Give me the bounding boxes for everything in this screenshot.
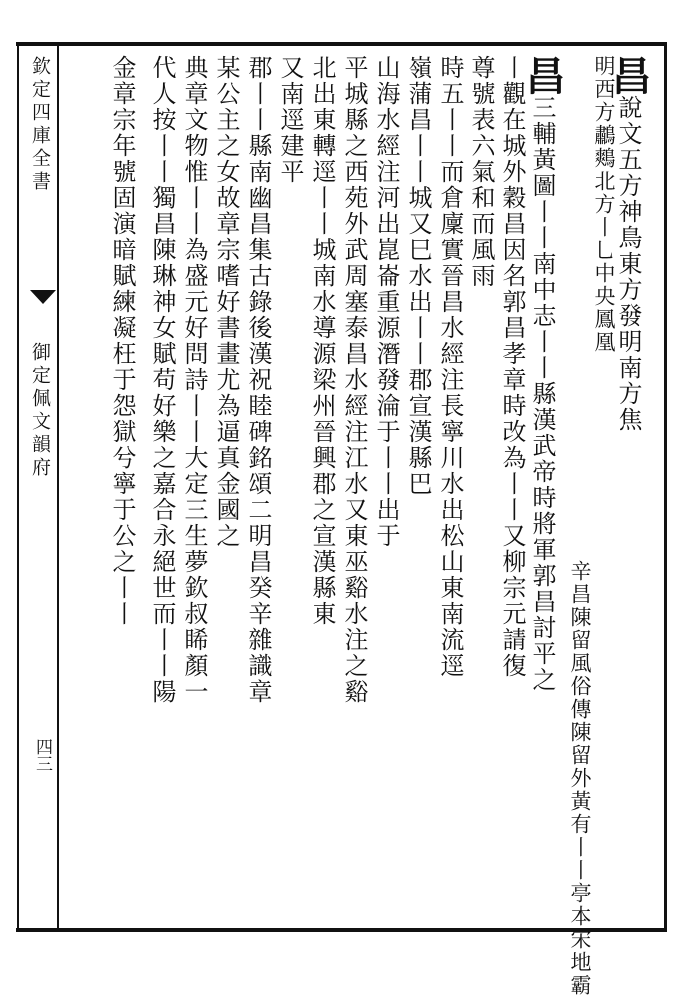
folio-number: 四三 (32, 738, 52, 772)
column-text: 明西方鷫鷞北方丨乚中央鳳凰 (592, 55, 616, 354)
column-text: 辛昌陳留風俗傳陳留外黃有丨丨亭本宋地霸 (568, 560, 592, 997)
column-text: 又南逕建平 (276, 55, 304, 185)
column-text: 山海水經注河出崑崙重源潛發淪于丨丨出于 (372, 55, 400, 549)
column-text: 平城縣之西苑外武周塞泰昌水經注江水又東巫谿水注之谿 (340, 55, 368, 705)
column-text: 金章宗年號固演暗賦練凝枉于怨獄兮寧于公之丨丨 (108, 55, 136, 627)
column-text: 尊號表六氣和而風雨 (467, 55, 495, 289)
column-head: 昌 (605, 55, 652, 95)
right-border (664, 42, 667, 932)
column-text: 代人按丨丨獨昌陳琳神女賦苟好樂之嘉合永絕世而丨丨陽 (148, 55, 176, 705)
column-head: 昌 (519, 55, 566, 95)
page-margin (24, 50, 52, 940)
column-text: 三輔黃圖丨丨南中志丨丨縣漢武帝時將軍郭昌討平之 (528, 95, 556, 693)
column-text: 時五丨丨而倉廩實晉昌水經注長寧川水出松山東南流逕 (436, 55, 464, 679)
text-column (558, 560, 602, 997)
column-text: 丨觀在城外穀昌因名郭昌孝章時改為丨丨又柳宗元請復 (498, 55, 526, 679)
column-text: 嶺蒲昌丨丨城又巳水出丨丨郡宣漢縣巴 (404, 55, 432, 497)
column-text: 典章文物惟丨丨為盛元好問詩丨丨大定三生夢欽叔睎顏一 (180, 55, 208, 705)
column-text: 北出東轉逕丨丨城南水導源梁州晉興郡之宣漢縣東 (308, 55, 336, 627)
column-text: 某公主之女故章宗嗜好書畫尤為逼真金國之 (212, 55, 240, 549)
top-border (16, 42, 666, 46)
margin-divider (57, 42, 59, 932)
fish-tail-mark-icon (28, 288, 58, 318)
text-column (140, 55, 184, 705)
text-column (100, 55, 144, 627)
column-text: 說文五方神鳥東方發明南方焦 (614, 95, 642, 433)
text-column (582, 55, 626, 354)
column-text: 郡丨丨縣南幽昌集古錄後漢祝睦碑銘頌二明昌癸辛雜識章 (244, 55, 272, 705)
library-title: 欽定四庫全書 (29, 56, 51, 194)
gutter-line (17, 42, 19, 932)
book-title: 御定佩文韻府 (29, 342, 51, 480)
